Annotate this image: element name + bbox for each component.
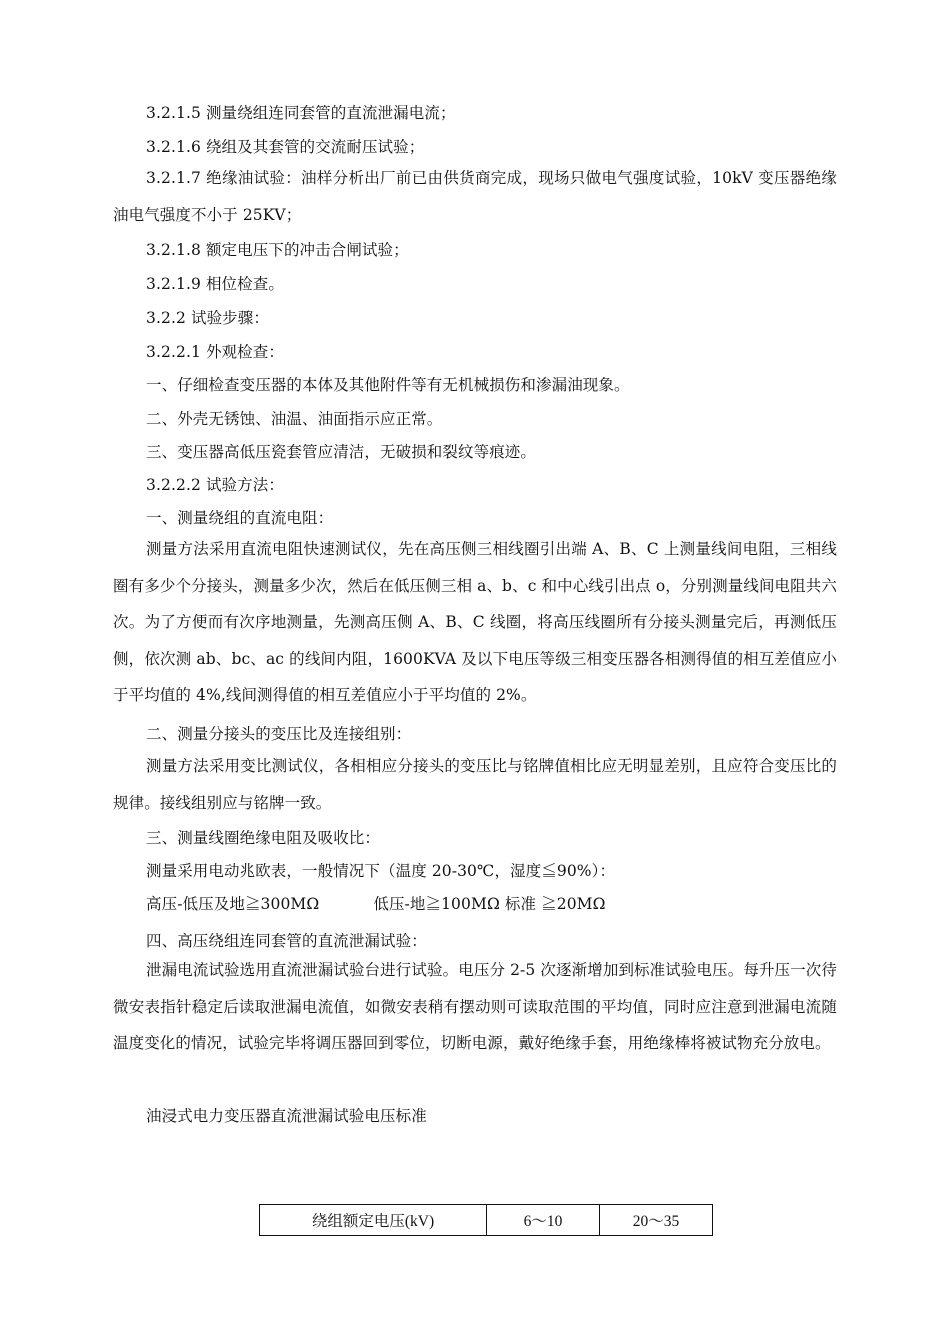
method-heading-4: 四、高压绕组连同套管的直流泄漏试验：	[146, 932, 427, 950]
check-item-1: 一、仔细检查变压器的本体及其他附件等有无机械损伤和渗漏油现象。	[146, 376, 630, 394]
table-caption: 油浸式电力变压器直流泄漏试验电压标准	[146, 1107, 427, 1125]
item-3-2-1-5: 3.2.1.5 测量绕组连同套管的直流泄漏电流；	[146, 104, 456, 122]
section-3-2-2-2: 3.2.2.2 试验方法：	[146, 476, 284, 494]
section-3-2-2: 3.2.2 试验步骤：	[146, 309, 269, 327]
table-cell-20-35: 20～35	[600, 1205, 713, 1236]
section-3-2-2-1: 3.2.2.1 外观检查：	[146, 343, 284, 361]
voltage-standard-table	[259, 1204, 713, 1236]
hv-standard: 高压-低压及地≧300MΩ	[146, 895, 320, 913]
item-3-2-1-7: 3.2.1.7 绝缘油试验：油样分析出厂前已由供货商完成，现场只做电气强度试验，10kV 变压器绝缘油电气强度不小于 25KV；	[113, 169, 837, 224]
method-heading-3: 三、测量线圈绝缘电阻及吸收比：	[146, 829, 381, 847]
method-paragraph-4: 泄漏电流试验选用直流泄漏试验台进行试验。电压分 2-5 次逐渐增加到标准试验电压。每升压一次待微安表指针稳定后读取泄漏电流值，如微安表稍有摆动则可读取范围的平均值，同时应注意到泄漏电流随温度变化的情况，试验完毕将调压器回到零位，切断电源，戴好绝缘手套，用绝缘棒将被试物充分放电。	[113, 961, 837, 1052]
insulation-standards	[146, 894, 606, 914]
check-item-2: 二、外壳无锈蚀、油温、油面指示应正常。	[146, 410, 443, 428]
item-3-2-1-6: 3.2.1.6 绕组及其套管的交流耐压试验；	[146, 138, 425, 156]
method-paragraph-1: 测量方法采用直流电阻快速测试仪，先在高压侧三相线圈引出端 A、B、C 上测量线间电阻，三相线圈有多少个分接头，测量多少次，然后在低压侧三相 a、b、c 和中心线引出点 o，分别测量线间电阻共六次。为了方便而有次序地测量，先测高压侧 A、B、C 线圈，将高压线圈所有分接头测量完后，再测低压侧，依次测 ab、bc、ac 的线间内阻，1600KVA 及以下电压等级三相变压器各相测得值的相互差值应小于平均值的 4%,线间测得值的相互差值应小于平均值的 2%。	[113, 540, 837, 704]
insulation-conditions: 测量采用电动兆欧表，一般情况下（温度 20-30℃，湿度≦90%）：	[146, 862, 616, 880]
lv-standard: 低压-地≧100MΩ 标准 ≧20MΩ	[373, 895, 606, 913]
method-heading-2: 二、测量分接头的变压比及连接组别：	[146, 725, 412, 743]
table-row	[260, 1205, 713, 1236]
table-cell-6-10: 6～10	[487, 1205, 600, 1236]
check-item-3: 三、变压器高低压瓷套管应清洁，无破损和裂纹等痕迹。	[146, 443, 537, 461]
table-header-cell: 绕组额定电压(kV)	[260, 1205, 487, 1236]
item-3-2-1-9: 3.2.1.9 相位检查。	[146, 275, 284, 293]
item-3-2-1-8: 3.2.1.8 额定电压下的冲击合闸试验；	[146, 241, 409, 259]
method-heading-1: 一、测量绕组的直流电阻：	[146, 509, 334, 527]
method-paragraph-2: 测量方法采用变比测试仪，各相相应分接头的变压比与铭牌值相比应无明显差别，且应符合变压比的规律。接线组别应与铭牌一致。	[113, 757, 837, 812]
